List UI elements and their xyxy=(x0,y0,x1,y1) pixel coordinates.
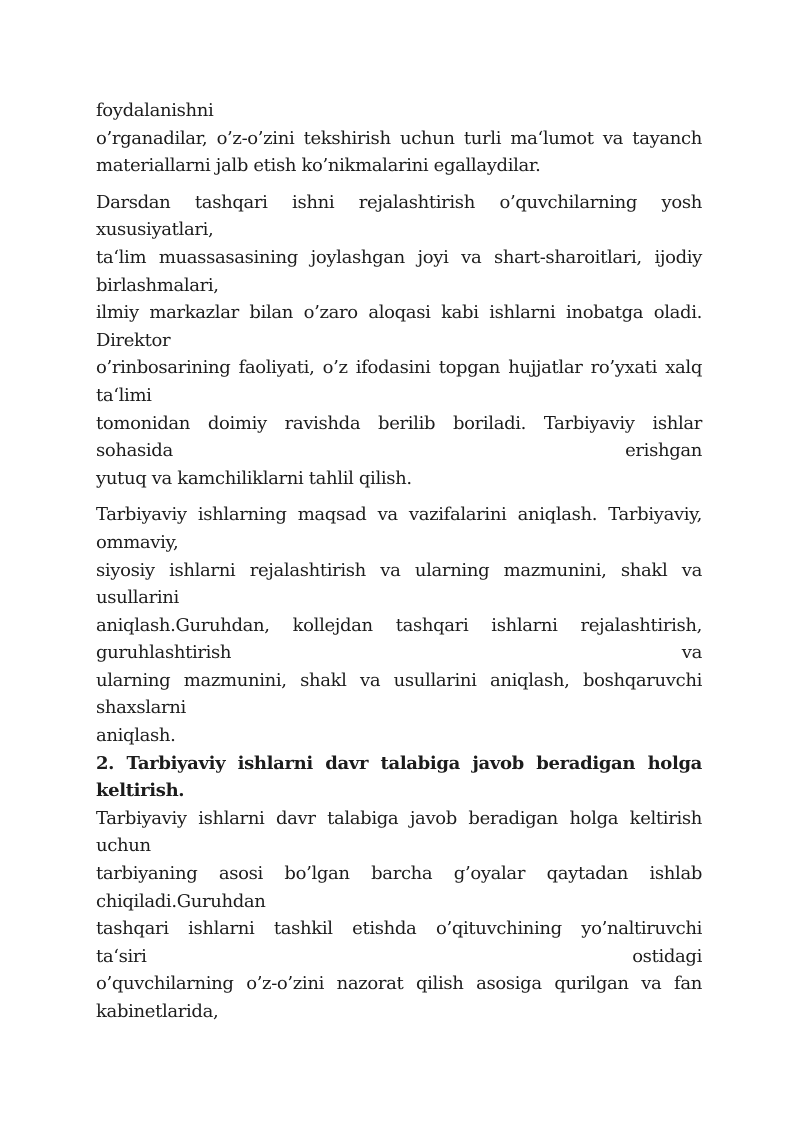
text-line: Tarbiyaviy ishlarni davr talabiga javob beradigan holga keltirish xyxy=(96,807,702,829)
text-line: ta‘siri ostidagi xyxy=(96,945,702,967)
text-line: uchun xyxy=(96,835,151,857)
text-line: tomonidan doimiy ravishda berilib boriladi. Tarbiyaviy ishlar xyxy=(96,412,702,434)
text-line: Direktor xyxy=(96,329,171,351)
text-line: xususiyatlari, xyxy=(96,219,214,241)
text-line: guruhlashtirish va xyxy=(96,642,702,664)
document-page xyxy=(96,97,702,1026)
paragraph-2 xyxy=(96,189,702,493)
paragraph-4 xyxy=(96,805,702,1026)
text-line: tarbiyaning asosi bo’lgan barcha g’oyalar qaytadan ishlab xyxy=(96,863,702,885)
text-line: ilmiy markazlar bilan o’zaro aloqasi kabi ishlarni inobatga oladi. xyxy=(96,302,702,324)
text-line: aniqlash. xyxy=(96,725,176,747)
text-line: sohasida erishgan xyxy=(96,440,702,462)
text-line: o’rinbosarining faoliyati, o’z ifodasini topgan hujjatlar ro’yxati xalq xyxy=(96,357,702,379)
text-line: ommaviy, xyxy=(96,531,179,553)
text-line: o’quvchilarning o’z-o’zini nazorat qilish asosiga qurilgan va fan xyxy=(96,973,702,995)
text-line: ta‘lim muassasasining joylashgan joyi va shart-sharoitlari, ijodiy xyxy=(96,246,702,268)
paragraph-gap xyxy=(96,180,702,189)
heading-line: 2. Tarbiyaviy ishlarni davr talabiga javob beradigan holga xyxy=(96,752,702,774)
text-line: aniqlash.Guruhdan, kollejdan tashqari ishlarni rejalashtirish, xyxy=(96,614,702,636)
section-heading xyxy=(96,750,702,805)
text-line: foydalanishni xyxy=(96,100,214,121)
text-line: yutuq va kamchiliklarni tahlil qilish. xyxy=(96,467,412,489)
paragraph-gap xyxy=(96,492,702,501)
paragraph-3 xyxy=(96,501,702,749)
text-line: Tarbiyaviy ishlarning maqsad va vazifalarini aniqlash. Tarbiyaviy, xyxy=(96,504,702,526)
text-line: materiallarni jalb etish ko’nikmalarini egallaydilar. xyxy=(96,155,541,177)
text-line: ularning mazmunini, shakl va usullarini aniqlash, boshqaruvchi xyxy=(96,669,702,691)
text-line: shaxslarni xyxy=(96,697,186,719)
text-line: siyosiy ishlarni rejalashtirish va ularning mazmunini, shakl va xyxy=(96,559,702,581)
text-line: usullarini xyxy=(96,587,179,609)
text-line: o’rganadilar, o’z-o’zini tekshirish uchun turli ma‘lumot va tayanch xyxy=(96,127,702,149)
text-line: ta‘limi xyxy=(96,384,152,406)
text-line: birlashmalari, xyxy=(96,274,219,296)
text-line: kabinetlarida, xyxy=(96,1001,219,1022)
text-line: chiqiladi.Guruhdan xyxy=(96,890,266,912)
text-line: tashqari ishlarni tashkil etishda o’qituvchining yo’naltiruvchi xyxy=(96,918,702,940)
heading-line: keltirish. xyxy=(96,780,185,802)
text-line: Darsdan tashqari ishni rejalashtirish o’quvchilarning yosh xyxy=(96,191,702,213)
paragraph-1 xyxy=(96,97,702,180)
